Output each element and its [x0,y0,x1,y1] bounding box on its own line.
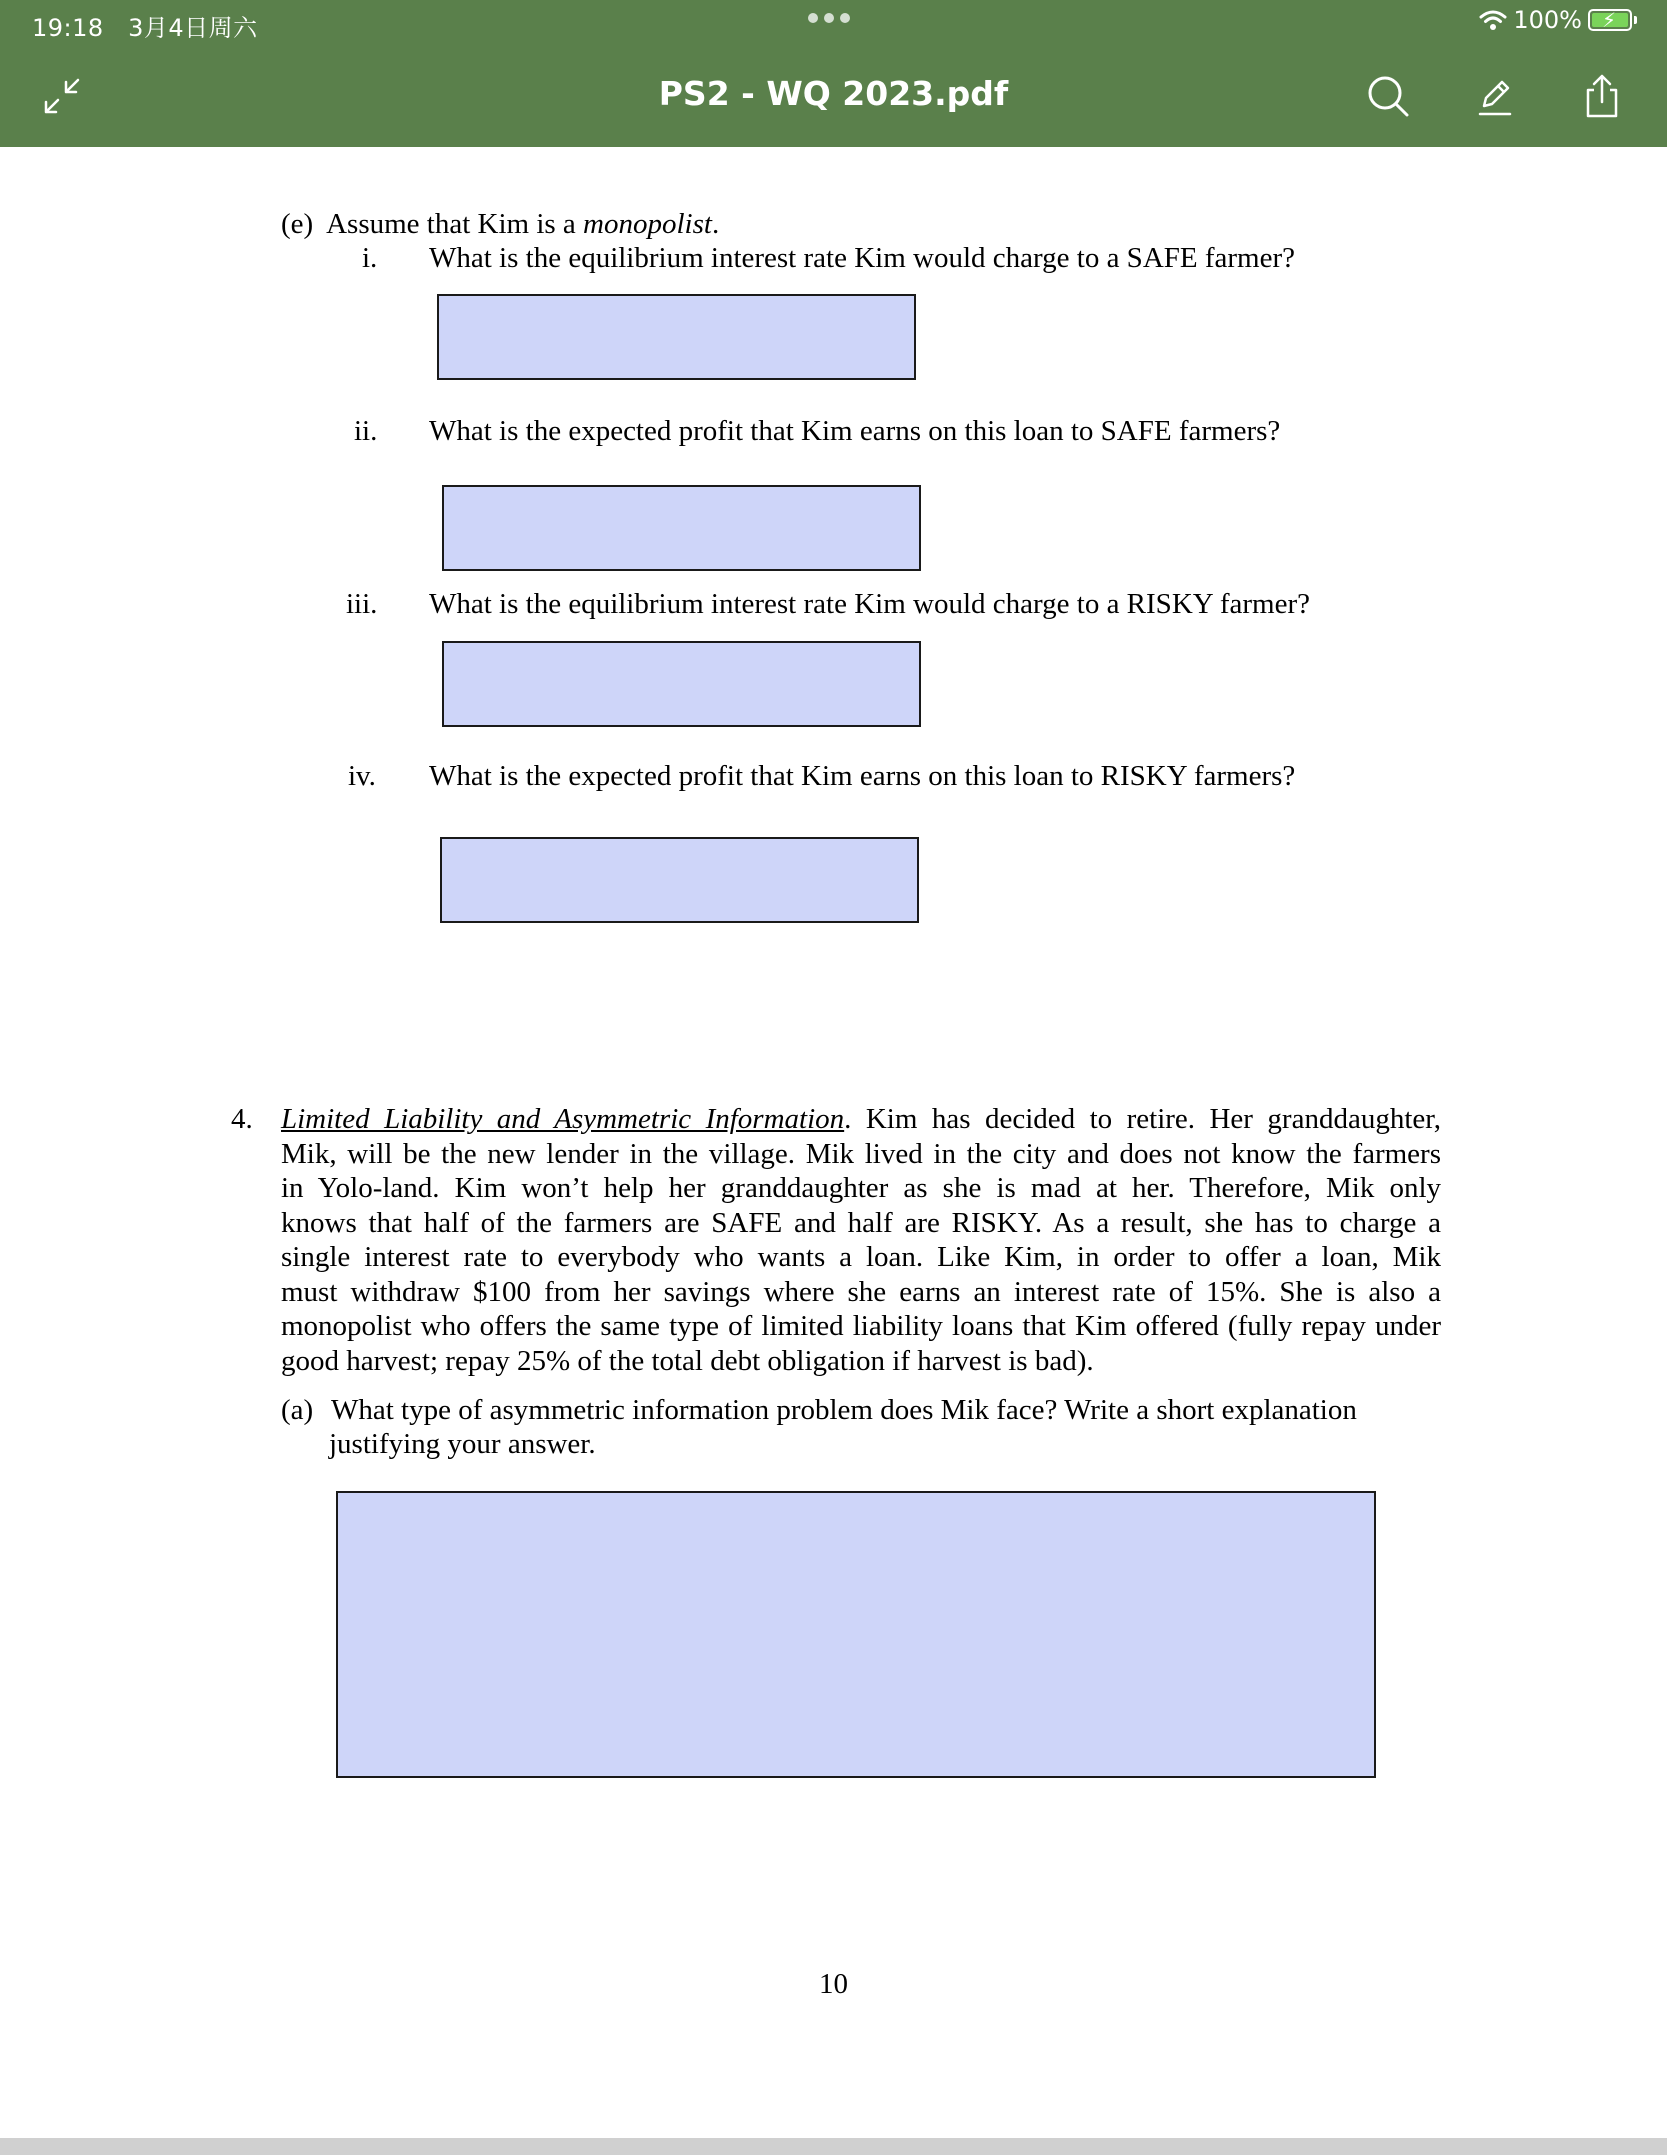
question-text: What is the expected profit that Kim earns on this loan to SAFE farmers? [429,415,1281,447]
markup-icon[interactable] [1470,72,1518,120]
question-number: iii. [346,588,378,620]
part-a-text-line-2: justifying your answer. [329,1428,596,1460]
question-4-line: knows that half of the farmers are SAFE and half are RISKY. As a result, she has to charge a [281,1206,1441,1239]
question-4-title-end: . [844,1103,852,1135]
battery-icon: ⚡ [1588,9,1632,31]
part-a-text-line-1: What type of asymmetric information problem does Mik face? Write a short explanation [331,1394,1357,1426]
part-e-intro: Assume that Kim is a [326,208,584,240]
question-number: ii. [354,415,378,447]
question-number: iv. [348,760,376,792]
question-text: What is the equilibrium interest rate Kim would charge to a RISKY farmer? [429,588,1311,620]
answer-field-e-iii[interactable] [442,641,921,727]
search-icon[interactable] [1364,72,1412,120]
question-number: i. [362,242,378,274]
answer-field-e-ii[interactable] [442,485,921,571]
part-e-heading [281,207,719,242]
page-number: 10 [819,1968,848,2000]
home-indicator-bar [0,2138,1667,2155]
share-icon[interactable] [1578,72,1626,120]
question-4-line: in Yolo-land. Kim won’t help her granddaughter as she is mad at her. Therefore, Mik only [281,1172,1441,1204]
battery-nub [1634,16,1637,24]
multitasking-dots-icon[interactable] [808,13,850,23]
wifi-icon [1479,9,1507,31]
answer-field-e-i[interactable] [437,294,916,380]
question-text: What is the equilibrium interest rate Kim would charge to a SAFE farmer? [429,242,1295,274]
answer-field-e-iv[interactable] [440,837,919,923]
question-4-line: single interest rate to everybody who wants a loan. Like Kim, in order to offer a loan, Mik [281,1241,1441,1273]
answer-field-4a[interactable] [336,1491,1376,1778]
question-4-line: good harvest; repay 25% of the total debt obligation if harvest is bad). [281,1344,1094,1377]
question-4-line: must withdraw $100 from her savings where she earns an interest rate of 15%. She is also a [281,1275,1441,1308]
question-4-first-line [281,1102,1441,1137]
document-title: PS2 - WQ 2023.pdf [658,74,1009,113]
question-4-body-first: Kim has decided to retire. Her granddaughter, [851,1103,1441,1135]
question-text: What is the expected profit that Kim earns on this loan to RISKY farmers? [429,760,1296,792]
part-e-label: (e) [281,208,314,240]
question-4-number: 4. [231,1103,253,1135]
battery-percent: 100% [1513,6,1582,34]
question-4-line: Mik, will be the new lender in the village. Mik lived in the city and does not know the farmers [281,1137,1441,1170]
status-time [32,8,258,43]
part-e-intro-end: . [711,208,720,240]
top-toolbar [0,0,1667,147]
question-4-line: monopolist who offers the same type of limited liability loans that Kim offered (fully repay under [281,1310,1441,1342]
status-clock: 19:18 [32,14,104,42]
part-e-intro-em: monopolist [583,208,712,240]
question-4-body [281,1102,1441,1378]
part-a-label: (a) [281,1394,314,1426]
status-date: 3月4日周六 [128,14,258,42]
status-indicators [1479,6,1637,34]
pdf-page [0,147,1667,2135]
question-4-title: Limited Liability and Asymmetric Information [281,1103,845,1135]
